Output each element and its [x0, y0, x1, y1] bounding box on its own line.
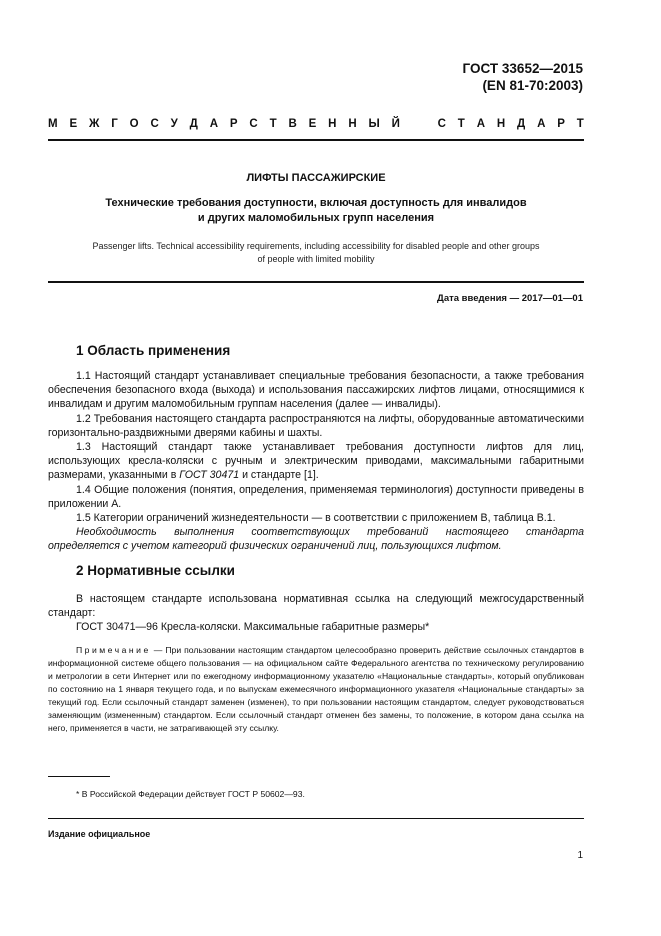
- standard-type-letter: Е: [308, 118, 317, 130]
- section-2-heading: 2 Нормативные ссылки: [76, 563, 235, 578]
- paragraph-1-3-tail: и стандарте [1].: [239, 469, 319, 482]
- standard-type-letter: Д: [189, 118, 198, 130]
- word-gap: [412, 118, 426, 130]
- page-number: 1: [577, 850, 583, 861]
- gost-number: ГОСТ 33652—2015: [462, 61, 583, 76]
- section-1-body: [48, 369, 584, 554]
- paragraph-1-4: 1.4 Общие положения (понятия, определения, применяемая терминология) доступности приведены в приложении А.: [48, 483, 584, 510]
- note-block: [48, 644, 584, 735]
- paragraph-1-2: 1.2 Требования настоящего стандарта распространяются на лифты, оборудованные автоматическими горизонтально-раздвижными дверями кабины и шахты.: [48, 412, 584, 439]
- bottom-divider: [48, 818, 584, 819]
- document-title: ЛИФТЫ ПАССАЖИРСКИЕ: [246, 172, 386, 184]
- standard-type-letter: А: [209, 118, 219, 130]
- intro-date: Дата введения — 2017—01—01: [437, 293, 583, 304]
- note-label: Примечание: [76, 645, 151, 655]
- standard-type-letter: Ы: [368, 118, 380, 130]
- standard-type-letter: Н: [496, 118, 506, 130]
- subtitle-line-2: и других маломобильных групп населения: [197, 212, 435, 224]
- standard-type-letter: Д: [517, 118, 526, 130]
- standard-type-letter: С: [249, 118, 258, 130]
- standard-type-letter: В: [288, 118, 297, 130]
- standard-type-letter: Т: [457, 118, 465, 130]
- standard-type-letter: Е: [69, 118, 78, 130]
- standard-type-heading: [48, 118, 584, 130]
- standard-type-letter: Ж: [88, 118, 100, 130]
- english-title-line-2: of people with limited mobility: [257, 254, 375, 264]
- paragraph-1-5: 1.5 Категории ограничений жизнедеятельности — в соответствии с приложением В, таблица В.1.: [76, 512, 556, 525]
- english-title: [48, 240, 584, 266]
- section-2-body: [48, 592, 584, 635]
- official-edition-label: Издание официальное: [48, 829, 151, 839]
- standard-type-letter: М: [48, 118, 58, 130]
- paragraph-1-3: [48, 440, 584, 483]
- footnote: * В Российской Федерации действует ГОСТ Р 50602—93.: [76, 789, 305, 799]
- paragraph-1-3-text: 1.3 Настоящий стандарт также устанавливает требования доступности лифтов для лиц, использующих кресла-коляски с ручным и электрическим приводами, максимальными габаритными размерами, указанными в: [48, 441, 584, 482]
- paragraph-1-5-italic: Необходимость выполнения соответствующих требований настоящего стандарта определяется с учетом категорий физических ограничений лиц, пользующихся лифтом.: [48, 526, 584, 553]
- standard-type-letter: Р: [229, 118, 238, 130]
- standard-type-letter: Р: [557, 118, 565, 130]
- top-divider: [48, 139, 584, 141]
- standard-type-letter: Г: [111, 118, 118, 130]
- paragraph-2-1: В настоящем стандарте использована нормативная ссылка на следующий межгосударственный стандарт:: [48, 593, 584, 620]
- gost-30471-reference: ГОСТ 30471: [179, 469, 240, 482]
- standard-type-letter: О: [129, 118, 139, 130]
- note-text: — При пользовании настоящим стандартом целесообразно проверить действие ссылочных стандартов в информационной системе общего пользования — на официальном сайте Федерального агентства по техническому регулированию и метрологии в сети Интернет или по ежегодному информационному указателю «Национальные стандарты», который опубликован по состоянию на 1 января текущего года, и по выпускам ежемесячного информационного указателя «Национальные стандарты» за текущий год. Если ссылочный стандарт заменен (изменен), то при пользовании настоящим стандартом, следует руководствоваться заменяющим (измененным) стандартом. Если ссылочный стандарт отменен без замены, то положение, в котором дана ссылка на него, применяется в части, не затрагивающей эту ссылку.: [48, 645, 584, 733]
- footnote-divider: [48, 776, 110, 777]
- note-paragraph: [48, 644, 584, 735]
- title-divider: [48, 281, 584, 283]
- standard-type-letter: Т: [576, 118, 584, 130]
- document-number-block: [463, 60, 583, 94]
- standard-type-letter: Н: [348, 118, 357, 130]
- subtitle-line-1: Технические требования доступности, включая доступность для инвалидов: [105, 197, 527, 209]
- standard-type-letter: А: [476, 118, 485, 130]
- standard-type-letter: С: [150, 118, 159, 130]
- document-subtitle: [48, 196, 584, 226]
- section-1-heading: 1 Область применения: [76, 343, 231, 358]
- standard-type-letter: У: [170, 118, 178, 130]
- en-number: (EN 81-70:2003): [482, 78, 583, 93]
- paragraph-2-2: ГОСТ 30471—96 Кресла-коляски. Максимальные габаритные размеры*: [76, 621, 430, 634]
- standard-type-letter: Й: [391, 118, 400, 130]
- standard-type-letter: Т: [269, 118, 277, 130]
- paragraph-1-1: 1.1 Настоящий стандарт устанавливает специальные требования безопасности, а также требования обеспечения безопасного входа (выхода) и использования пассажирских лифтов лицами, относящимися к инвалидам и другим маломобильным группам населения (далее — инвалиды).: [48, 370, 584, 411]
- english-title-line-1: Passenger lifts. Technical accessibility requirements, including accessibility for disabled people and other groups: [92, 241, 540, 251]
- standard-type-letter: А: [537, 118, 546, 130]
- standard-type-letter: С: [437, 118, 446, 130]
- standard-type-letter: Н: [328, 118, 337, 130]
